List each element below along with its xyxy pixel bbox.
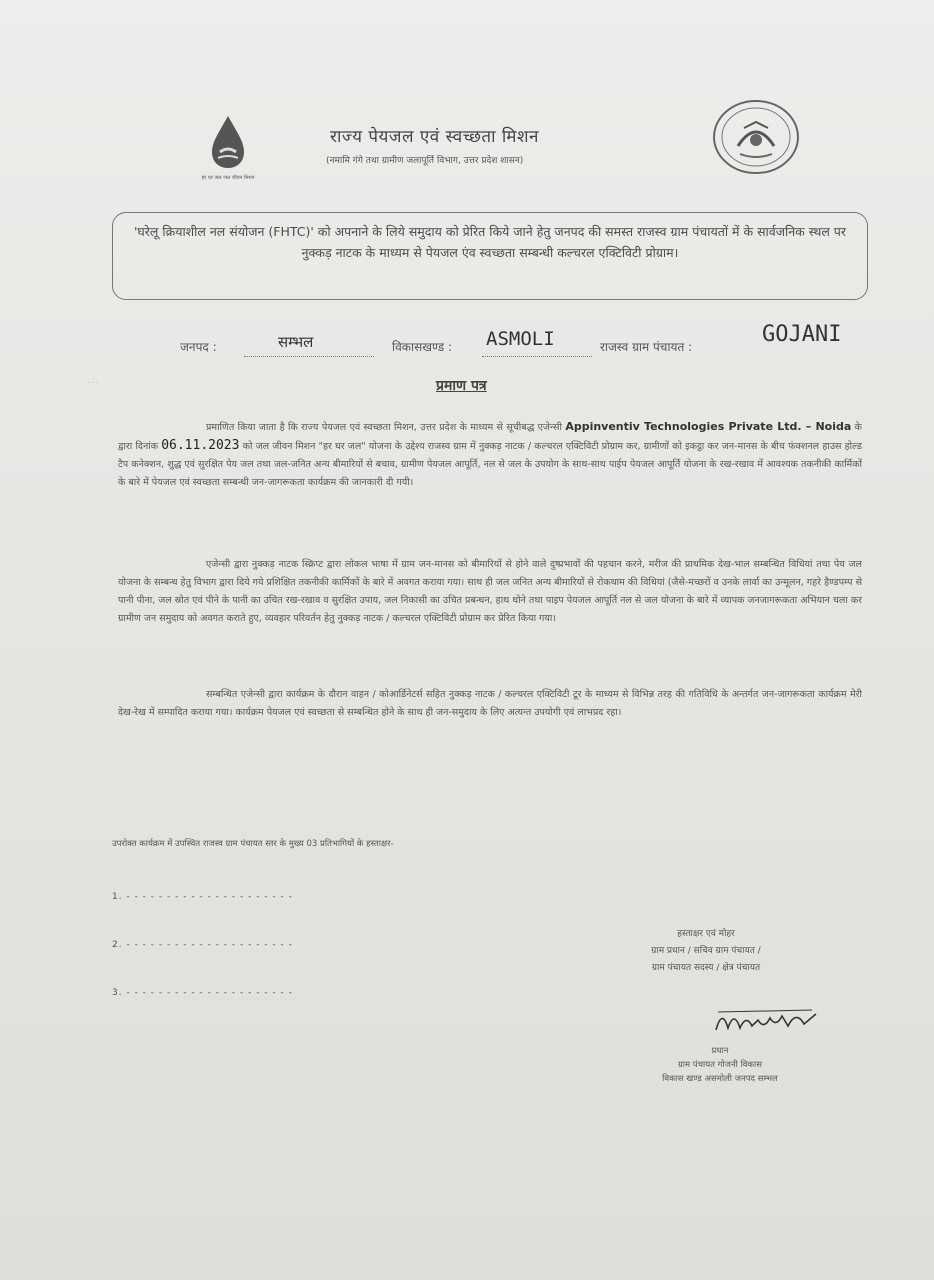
participant-line-2: 2. - - - - - - - - - - - - - - - - - - - - - — [112, 940, 293, 950]
program-banner: 'घरेलू क्रियाशील नल संयोजन (FHTC)' को अपनाने के लिये समुदाय को प्रेरित किये जाने हेतु जनपद की समस्त राजस्व ग्राम पंचायतों में के सार्वजनिक स्थल पर नुक्कड़ नाटक के माध्यम से पेयजल एंव स्वच्छता सम्बन्धी कल्चरल एक्टिविटी प्रोग्राम। — [112, 212, 868, 300]
district-value: सम्भल — [278, 333, 314, 351]
block-value: ASMOLI — [486, 328, 555, 350]
certificate-title: प्रमाण पत्र — [436, 378, 487, 394]
district-label: जनपद : — [180, 340, 217, 354]
p3-body: सम्बन्धित एजेन्सी द्वारा कार्यक्रम के दौरान वाहन / कोआर्डिनेटर्स सहित नुक्कड़ नाटक / कल्चरल एक्टिविटी टूर के माध्यम से विभिन्न तरह की गतिविधि के अन्तर्गत जन-जागरूकता कार्यक्रम मेरी देख-रेख में सम्पादित कराया गया। कार्यक्रम पेयजल एवं स्वच्छता से सम्बन्धित होने के साथ ही जन-समुदाय के लिए अत्यन्त उपयोगी एवं लाभप्रद रहा। — [118, 689, 862, 718]
stamp-line-3: ग्राम पंचायत सदस्य / क्षेत्र पंचायत — [651, 963, 761, 973]
stamp-line-1: हस्ताक्षर एवं मोहर — [677, 929, 735, 939]
header-title: राज्य पेयजल एवं स्वच्छता मिशन — [330, 127, 539, 147]
pradhan-stamp — [620, 1044, 820, 1086]
panchayat-value: GOJANI — [762, 322, 842, 347]
p1-date-label: के द्वारा दिनांक — [118, 422, 862, 452]
header-subtitle: (नमामि गंगे तथा ग्रामीण जलापूर्ति विभाग, उत्तर प्रदेश शासन) — [326, 156, 524, 166]
pradhan-line-1: प्रधान — [711, 1046, 729, 1056]
up-government-seal-icon — [708, 98, 804, 176]
paragraph-1 — [118, 418, 862, 492]
p2-body: एजेन्सी द्वारा नुक्कड़ नाटक स्क्रिप्ट द्वारा लोकल भाषा में ग्राम जन-मानस को बीमारियों से होने वाले दुष्प्रभावों की पहचान करने, मरीज की प्राथमिक देख-भाल सम्बन्धित विधियां तथा पेय जल योजना के सम्बन्ध हेतु विभाग द्वारा दिये गये प्रशिक्षित तकनीकी कार्मिकों के बारे में अवगत कराया गया। साथ ही जल जनित अन्य बीमारियों से रोकथाम की विधियां (जैसे-मच्छरों व उनके लार्वा का उन्मूलन, गहरे हैण्डपम्प से पानी पीना, जल स्रोत एवं पीने के पानी का उचित रख-रखाव व सुरक्षित उपाय, जल निकासी का उचित प्रबन्धन, हाथ धोने तथा पाइप पेयजल आपूर्ति नल से जल योजना के बारे में व्यापक जनजागरूकता अभियान चला कर ग्रामीण जन समुदाय को अवगत कराते हुए, व्यवहार परिवर्तन हेतु नुक्कड़ नाटक / कल्चरल एक्टिविटी प्रोग्राम कर प्रेरित किया गया। — [118, 559, 862, 624]
signature-stamp-block — [596, 926, 816, 977]
panchayat-label: राजस्व ग्राम पंचायत : — [600, 340, 693, 354]
stamp-line-2: ग्राम प्रधान / सचिव ग्राम पंचायत / — [651, 946, 761, 956]
agency-name: Appinventiv Technologies Private Ltd. – Noida — [565, 420, 852, 433]
p1-intro: प्रमाणित किया जाता है कि राज्य पेयजल एवं स्वच्छता मिशन, उत्तर प्रदेश के माध्यम से सूचीबद्ध एजेन्सी — [206, 422, 562, 433]
signature-text: मौश्वती — [759, 1037, 777, 1044]
location-fields — [180, 322, 880, 362]
jal-jeevan-mission-logo — [188, 112, 284, 192]
paragraph-2 — [118, 556, 862, 628]
paragraph-3 — [118, 686, 862, 722]
pradhan-line-2: ग्राम पंचायत गोजनी विकास — [677, 1060, 762, 1070]
handwritten-signature — [712, 1000, 822, 1044]
participant-line-3: 3. - - - - - - - - - - - - - - - - - - - - - — [112, 988, 293, 998]
program-date: 06.11.2023 — [161, 438, 240, 453]
participant-line-1: 1. - - - - - - - - - - - - - - - - - - - - - — [112, 892, 293, 902]
p1-body: को जल जीवन मिशन "हर घर जल" योजना के उद्देश्य राजस्व ग्राम में नुक्कड़ नाटक / कल्चरल एक्टिविटी प्रोग्राम कर, ग्रामीणों को इकट्ठा कर जन-मानस के बीच फंक्शनल हाउस होल्ड टैप कनेक्शन, शुद्ध एवं सुरक्षित पेय जल तथा जल-जनित अन्य बीमारियों से बचाव, ग्रामीण पेयजल आपूर्ति, नल से जल के उपयोग के साथ-साथ पाईप पेयजल आपूर्ति योजना के रख-रखाव में आवश्यक तकनीकी कार्मिकों के बारे में पेयजल एवं स्वच्छता सम्बन्धी जन-जागरूकता कार्यक्रम की जानकारी दी गयी। — [118, 441, 862, 488]
margin-mark: · · · — [88, 380, 98, 387]
logo-left-text: हर घर जल जल जीवन मिशन — [201, 175, 255, 181]
block-label: विकासखण्ड : — [392, 340, 453, 354]
participants-intro: उपरोक्त कार्यक्रम में उपस्थित राजस्व ग्राम पंचायत स्तर के मुख्य 03 प्रतिभागियों के हस्ताक्षर- — [112, 839, 394, 849]
pradhan-line-3: विकास खण्ड असमोली जनपद सम्भल — [662, 1074, 778, 1084]
